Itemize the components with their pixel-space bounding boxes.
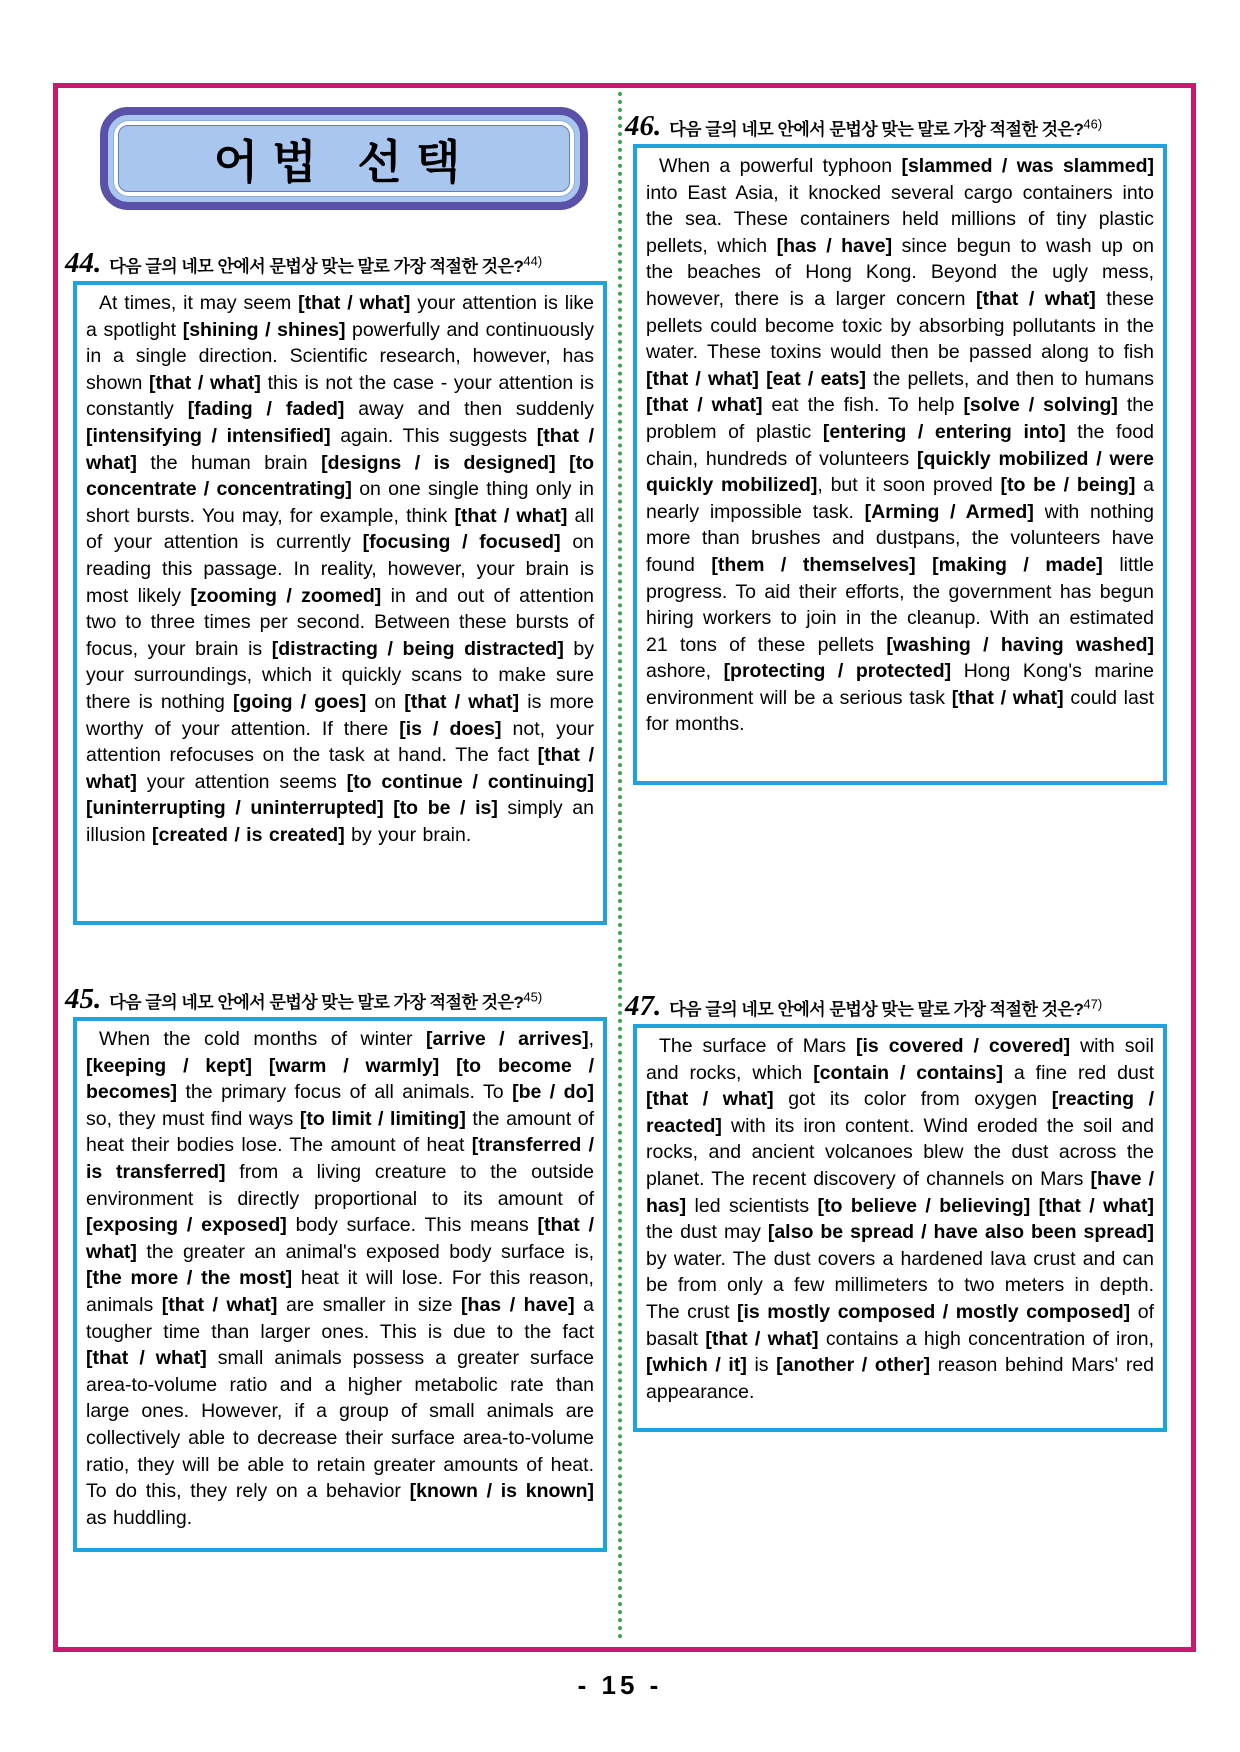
grammar-choice: [has / have] — [461, 1293, 575, 1316]
grammar-choice: [known / is known] — [409, 1480, 594, 1503]
grammar-choice: [is covered / covered] — [855, 1035, 1071, 1057]
grammar-choice: [to become / becomes] — [86, 1054, 594, 1104]
grammar-choice: [warm / warmly] — [268, 1054, 440, 1077]
question-45 — [65, 983, 607, 1552]
passage-text: At times, it may seem [that / what] your attention is like a spotlight [shining / shines] powerfully and continuously in a single direction. Scientific research, however, has shown [that / what] this is not the case - your attention is constantly [fading / faded] away and then suddenly [intensifying / intensified] again. This suggests [that / what] the human brain [designs / is designed] [to concentrate / concentrating] on one single thing only in short bursts. You may, for example, think [that / what] all of your attention is currently [focusing / focused] on reading this passage. In reality, however, your brain is most likely [zooming / zoomed] in and out of attention two to three times per second. Between these bursts of focus, your brain is [distracting / being distracted] by your surroundings, which it quickly scans to make sure there is nothing [going / goes] on [that / what] is more worthy of your attention. If there [is / does] not, your attention refocuses on the task at hand. The fact [that / what] your attention seems [to continue / continuing] [uninterrupting / uninterrupted] [to be / is] simply an illusion [created / is created] by your brain. — [86, 292, 595, 846]
grammar-choice: [that / what] — [86, 424, 594, 474]
grammar-choice: [to concentrate / concentrating] — [86, 451, 594, 501]
grammar-choice: [that / what] — [454, 504, 568, 527]
grammar-choice: [Arming / Armed] — [864, 500, 1034, 523]
grammar-choice: [that / what] — [86, 1347, 207, 1370]
grammar-choice: [to be / being] — [1000, 474, 1136, 497]
grammar-choice: [to continue / continuing] — [346, 770, 594, 793]
page-title: 어법 선택 — [213, 135, 475, 188]
grammar-choice: [that / what] — [161, 1293, 278, 1316]
grammar-choice: [is / does] — [399, 717, 502, 740]
grammar-choice: [exposing / exposed] — [86, 1214, 287, 1237]
question-44 — [65, 247, 607, 925]
question-47-header — [625, 990, 1167, 1021]
grammar-choice: [designs / is designed] — [321, 451, 556, 474]
question-prompt: 다음 글의 네모 안에서 문법상 맞는 말로 가장 적절한 것은? — [669, 1000, 1084, 1019]
grammar-choice: [also be spread / have also been spread] — [767, 1221, 1154, 1244]
question-45-header — [65, 983, 607, 1014]
grammar-choice: [contain / contains] — [813, 1061, 1003, 1084]
grammar-choice: [the more / the most] — [86, 1267, 293, 1290]
column-divider — [618, 92, 622, 1640]
passage-box — [73, 1017, 607, 1552]
grammar-choice: [zooming / zoomed] — [190, 584, 382, 607]
question-46-header — [625, 110, 1167, 141]
question-number: 45. — [65, 983, 102, 1015]
grammar-choice: [focusing / focused] — [362, 531, 561, 554]
grammar-choice: [has / have] — [776, 234, 893, 257]
grammar-choice: [keeping / kept] — [86, 1054, 252, 1077]
passage-box — [633, 144, 1167, 785]
grammar-choice: [to believe / believing] — [817, 1194, 1031, 1217]
grammar-choice: [protecting / protected] — [723, 660, 952, 683]
grammar-choice: [to be / is] — [393, 797, 498, 820]
grammar-choice: [uninterrupting / uninterrupted] — [86, 797, 384, 820]
question-prompt: 다음 글의 네모 안에서 문법상 맞는 말로 가장 적절한 것은? — [109, 257, 524, 276]
grammar-choice: [that / what] — [705, 1327, 819, 1350]
grammar-choice: [shining / shines] — [182, 318, 346, 341]
grammar-choice: [have / has] — [646, 1167, 1154, 1217]
grammar-choice: [that / what] — [976, 287, 1096, 310]
grammar-choice: [that / what] — [646, 367, 759, 390]
passage-box — [633, 1024, 1167, 1432]
title-banner — [100, 107, 588, 210]
grammar-choice: [which / it] — [646, 1354, 747, 1377]
question-number: 46. — [625, 110, 662, 142]
grammar-choice: [entering / entering into] — [822, 420, 1066, 443]
grammar-choice: [be / do] — [512, 1081, 595, 1104]
grammar-choice: [that / what] — [86, 744, 594, 793]
title-banner-middle — [113, 120, 575, 197]
grammar-choice: [that / what] — [404, 690, 520, 713]
footnote-marker: 47) — [1083, 996, 1103, 1012]
footnote-marker: 46) — [1083, 116, 1103, 132]
grammar-choice: [created / is created] — [152, 823, 345, 846]
grammar-choice: [eat / eats] — [766, 367, 867, 390]
title-banner-inner — [118, 125, 570, 192]
grammar-choice: [that / what] — [298, 292, 411, 314]
grammar-choice: [that / what] — [646, 394, 763, 417]
passage-text: When a powerful typhoon [slammed / was slammed] into East Asia, it knocked several cargo containers into the sea. These containers held millions of tiny plastic pellets, which [has / have] since begun to wash up on the beaches of Hong Kong. Beyond the ugly mess, however, there is a larger concern [that / what] these pellets could become toxic by absorbing pollutants in the water. These toxins would then be passed along to fish [that / what] [eat / eats] the pellets, and then to humans [that / what] eat the fish. To help [solve / solving] the problem of plastic [entering / entering into] the food chain, hundreds of volunteers [quickly mobilized / were quickly mobilized], but it soon proved [to be / being] a nearly impossible task. [Arming / Armed] with nothing more than brushes and dustpans, the volunteers have found [them / themselves] [making / made] little progress. To aid their efforts, the government has begun hiring workers to join in the cleanup. With an estimated 21 tons of these pellets [washing / having washed] ashore, [protecting / protected] Hong Kong's marine environment will be a serious task [that / what] could last for months. — [646, 155, 1155, 736]
grammar-choice: [reacting / reacted] — [646, 1088, 1155, 1137]
grammar-choice: [transferred / is transferred] — [86, 1134, 594, 1183]
grammar-choice: [another / other] — [776, 1354, 931, 1377]
passage-text: The surface of Mars [is covered / covered] with soil and rocks, which [contain / contains] a fine red dust [that / what] got its color from oxygen [reacting / reacted] with its iron content. Wind eroded the soil and rocks, and ancient volcanoes blew the dust across the planet. The recent discovery of channels on Mars [have / has] led scientists [to believe / believing] [that / what] the dust may [also be spread / have also been spread] by water. The dust covers a hardened lava crust and can be from only a few millimeters to two meters in depth. The crust [is mostly composed / mostly composed] of basalt [that / what] contains a high concentration of iron, [which / it] is [another / other] reason behind Mars' red appearance. — [646, 1035, 1155, 1403]
footnote-marker: 44) — [523, 253, 543, 269]
grammar-choice: [that / what] — [951, 686, 1064, 709]
passage-box — [73, 281, 607, 925]
grammar-choice: [is mostly composed / mostly composed] — [736, 1300, 1131, 1323]
grammar-choice: [them / themselves] — [711, 553, 916, 576]
grammar-choice: [slammed / was slammed] — [901, 155, 1154, 177]
question-44-header — [65, 247, 607, 278]
question-number: 44. — [65, 247, 102, 279]
question-46 — [625, 110, 1167, 785]
grammar-choice: [to limit / limiting] — [299, 1107, 466, 1130]
grammar-choice: [fading / faded] — [187, 398, 345, 421]
grammar-choice: [making / made] — [932, 553, 1103, 576]
grammar-choice: [that / what] — [1038, 1194, 1154, 1217]
grammar-choice: [that / what] — [149, 371, 261, 394]
grammar-choice: [solve / solving] — [963, 394, 1118, 417]
question-number: 47. — [625, 990, 662, 1022]
question-47 — [625, 990, 1167, 1432]
grammar-choice: [intensifying / intensified] — [86, 424, 331, 447]
grammar-choice: [washing / having washed] — [886, 633, 1154, 656]
passage-text: When the cold months of winter [arrive / arrives], [keeping / kept] [warm / warmly] [to become / becomes] the primary focus of all animals. To [be / do] so, they must find ways [to limit / limiting] the amount of heat their bodies lose. The amount of heat [transferred / is transferred] from a living creature to the outside environment is directly proportional to its amount of [exposing / exposed] body surface. This means [that / what] the greater an animal's exposed body surface is, [the more / the most] heat it will lose. For this reason, animals [that / what] are smaller in size [has / have] a tougher time than larger ones. This is due to the fact [that / what] small animals possess a greater surface area-to-volume ratio and a higher metabolic rate than large ones. However, if a group of small animals are collectively able to decrease their surface area-to-volume ratio, they will be able to retain greater amounts of heat. To do this, they rely on a behavior [known / is known] as huddling. — [86, 1028, 595, 1529]
grammar-choice: [arrive / arrives] — [426, 1028, 589, 1050]
question-prompt: 다음 글의 네모 안에서 문법상 맞는 말로 가장 적절한 것은? — [669, 120, 1084, 139]
page-number: - 15 - — [577, 1670, 663, 1700]
question-prompt: 다음 글의 네모 안에서 문법상 맞는 말로 가장 적절한 것은? — [109, 993, 524, 1012]
grammar-choice: [that / what] — [646, 1088, 774, 1111]
grammar-choice: [quickly mobilized / were quickly mobilized] — [646, 447, 1154, 497]
grammar-choice: [distracting / being distracted] — [271, 637, 564, 660]
grammar-choice: [that / what] — [86, 1214, 595, 1263]
footnote-marker: 45) — [523, 989, 543, 1005]
grammar-choice: [going / goes] — [232, 690, 367, 713]
